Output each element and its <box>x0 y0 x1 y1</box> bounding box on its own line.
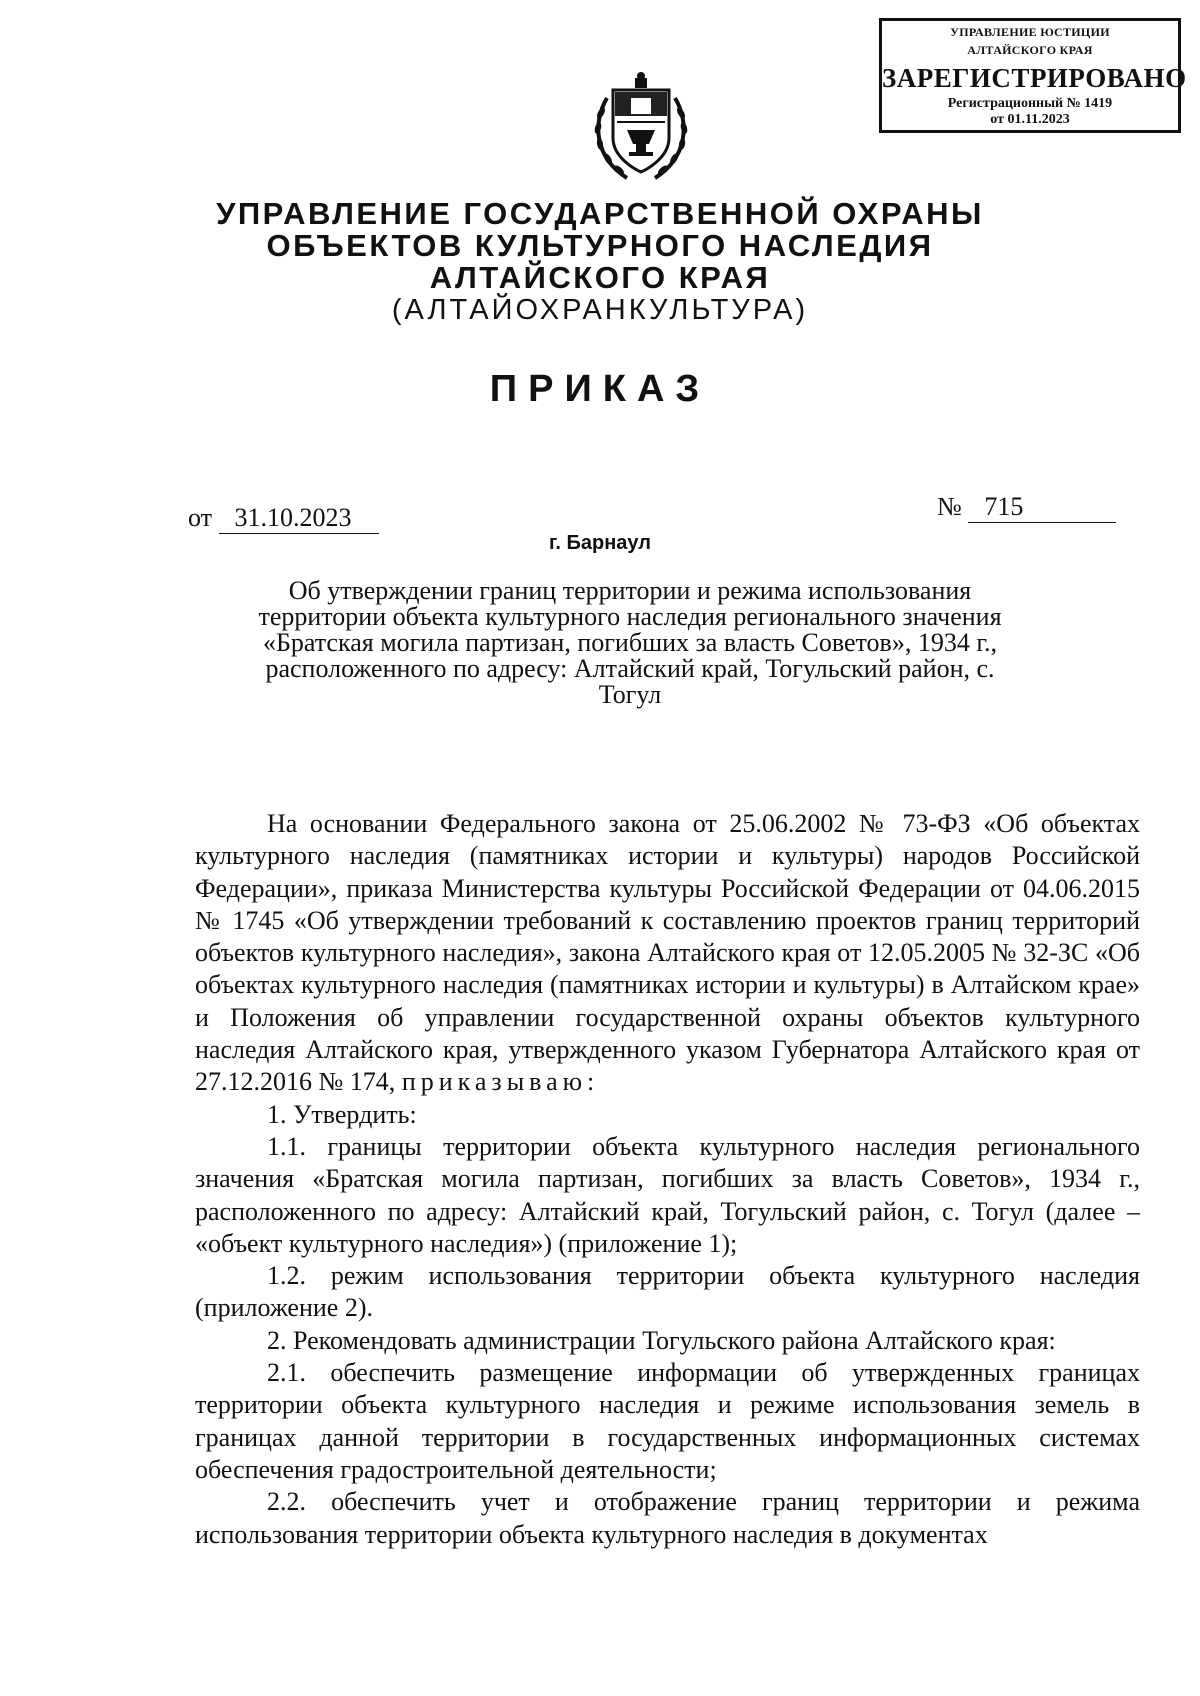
item-1-1: 1.1. границы территории объекта культурного наследия регионального значения «Братская могила партизан, погибших за власть Советов», 1934 г., расположенного по адресу: Алтайский край, Тогульский район, с. Тогул (далее – «объект культурного наследия») (приложение 1); <box>195 1131 1140 1258</box>
date-value: 31.10.2023 <box>219 503 379 534</box>
order-number <box>937 492 1116 523</box>
agency-name-line3: АЛТАЙСКОГО КРАЯ <box>429 260 771 295</box>
order-subject: Об утверждении границ территории и режима использования территории объекта культурного наследия регионального значения «Братская могила партизан, погибших за власть Советов», 1934 г., расположенного по адресу: Алтайский край, Тогульский район, с. Тогул <box>258 576 1002 709</box>
preamble-text: На основании Федерального закона от 25.06.2002 № 73-ФЗ «Об объектах культурного наследия (памятниках истории и культуры) народов Российской Федерации», приказа Министерства культуры Российской Федерации от 04.06.2015 № 1745 «Об утверждении требований к составлению проектов границ территорий объектов культурного наследия», закона Алтайского края от 12.05.2005 № 32-ЗС «Об объектах культурного наследия (памятниках истории и культуры) в Алтайском крае» и Положения об управлении государственной охраны объектов культурного наследия Алтайского края, утвержденного указом Губернатора Алтайского края от 27.12.2016 № 174, <box>195 809 1140 1097</box>
order-date <box>188 503 379 534</box>
number-value: 715 <box>968 492 1116 523</box>
stamp-org-line2: АЛТАЙСКОГО КРАЯ <box>967 43 1093 57</box>
agency-name-line2: ОБЪЕКТОВ КУЛЬТУРНОГО НАСЛЕДИЯ <box>266 228 934 263</box>
registration-stamp <box>879 18 1187 133</box>
item-2-2: 2.2. обеспечить учет и отображение границ территории и режима использования территории объекта культурного наследия в документах <box>195 1487 1140 1549</box>
agency-name-line1: УПРАВЛЕНИЕ ГОСУДАРСТВЕННОЙ ОХРАНЫ <box>216 196 984 231</box>
number-prefix: № <box>937 492 962 521</box>
stamp-org-line1: УПРАВЛЕНИЕ ЮСТИЦИИ <box>950 25 1110 39</box>
item-1: 1. Утвердить: <box>267 1099 417 1129</box>
document-type-title: ПРИКАЗ <box>489 368 711 410</box>
date-prefix: от <box>188 503 213 532</box>
item-1-2: 1.2. режим использования территории объекта культурного наследия (приложение 2). <box>195 1261 1140 1323</box>
agency-short-name: (АЛТАЙОХРАНКУЛЬТУРА) <box>391 294 809 326</box>
stamp-reg-number: Регистрационный № 1419 <box>947 96 1113 111</box>
order-word: приказываю: <box>401 1067 600 1097</box>
order-body <box>195 808 1140 1551</box>
altai-krai-coat-of-arms-icon <box>587 68 695 186</box>
item-2: 2. Рекомендовать администрации Тогульского района Алтайского края: <box>267 1325 1056 1355</box>
city: г. Барнаул <box>549 532 651 554</box>
preamble-paragraph <box>195 808 1140 1099</box>
stamp-status: ЗАРЕГИСТРИРОВАНО <box>882 63 1187 93</box>
stamp-reg-date: от 01.11.2023 <box>990 112 1070 127</box>
item-2-1: 2.1. обеспечить размещение информации об утвержденных границах территории объекта культурного наследия и режиме использования земель в границах данной территории в государственных информационных системах обеспечения градостроительной деятельности; <box>195 1358 1140 1484</box>
